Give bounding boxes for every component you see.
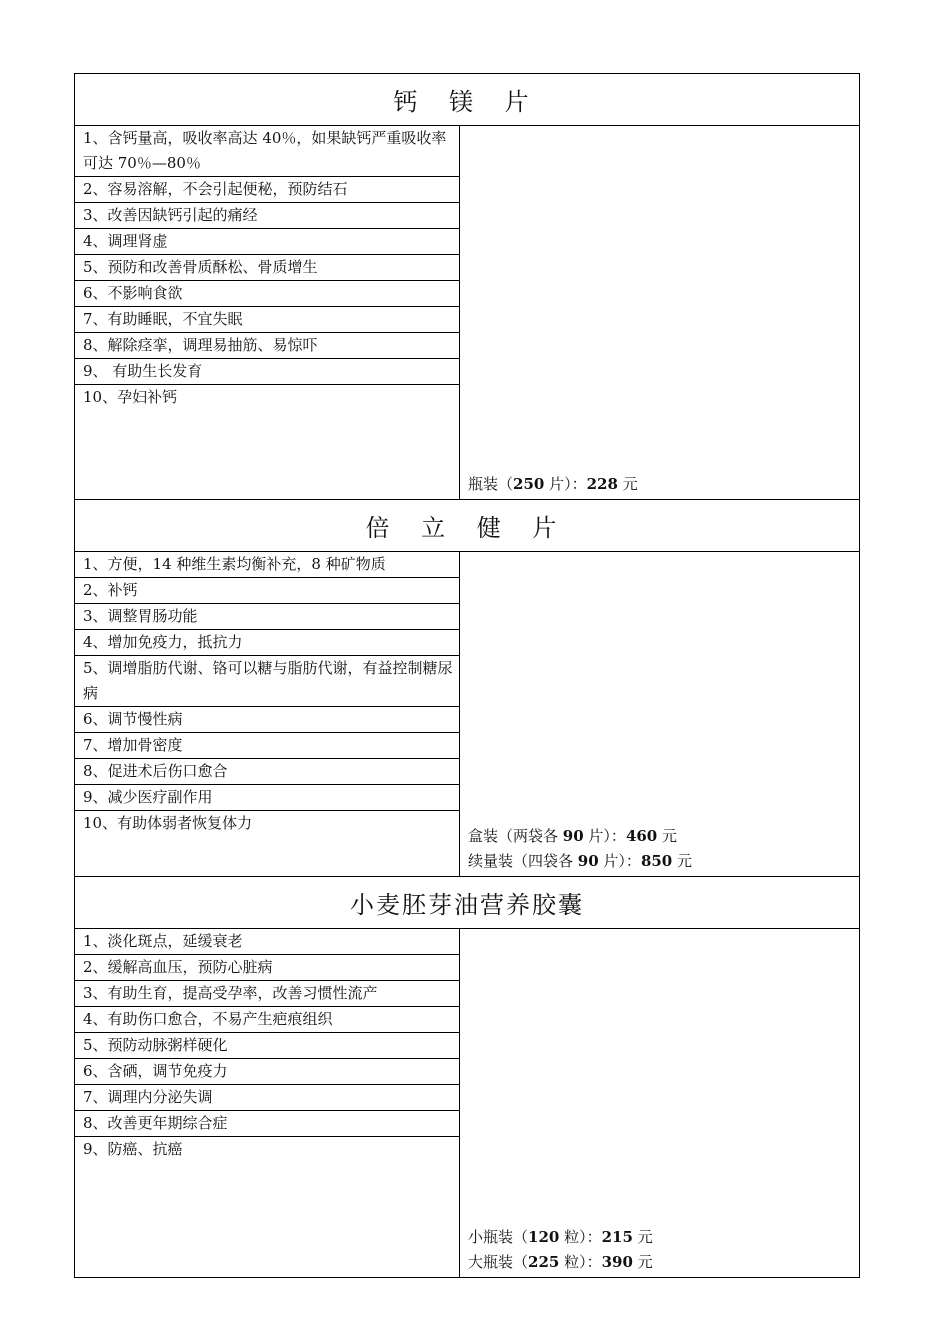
price-line: 瓶装（250 片）：228 元 bbox=[468, 475, 638, 493]
benefit-item: 10、有助体弱者恢复体力 bbox=[83, 814, 253, 832]
benefit-item: 4、调理肾虚 bbox=[75, 229, 459, 255]
benefit-item: 2、容易溶解，不会引起便秘，预防结石 bbox=[75, 177, 459, 203]
product-table bbox=[74, 73, 860, 1278]
benefit-item: 3、调整胃肠功能 bbox=[75, 604, 459, 630]
price-line: 大瓶装（225 粒）：390 元 bbox=[468, 1253, 653, 1271]
section-body bbox=[75, 126, 859, 500]
price-line: 小瓶装（120 粒）：215 元 bbox=[468, 1228, 653, 1246]
benefit-item: 6、含硒，调节免疫力 bbox=[75, 1059, 459, 1085]
benefit-item: 9、减少医疗副作用 bbox=[75, 785, 459, 811]
benefit-item: 5、预防和改善骨质酥松、骨质增生 bbox=[75, 255, 459, 281]
benefit-list bbox=[75, 929, 460, 1277]
price-list bbox=[460, 552, 859, 876]
benefit-item: 7、有助睡眠，不宜失眠 bbox=[75, 307, 459, 333]
benefit-item: 2、缓解高血压，预防心脏病 bbox=[75, 955, 459, 981]
benefit-item: 7、调理内分泌失调 bbox=[75, 1085, 459, 1111]
benefit-item: 8、解除痉挛，调理易抽筋、易惊吓 bbox=[75, 333, 459, 359]
section-title: 钙 镁 片 bbox=[75, 74, 859, 126]
section-title: 倍 立 健 片 bbox=[75, 500, 859, 552]
price-list bbox=[460, 929, 859, 1277]
section-body bbox=[75, 552, 859, 877]
benefit-list bbox=[75, 126, 460, 499]
benefit-item: 2、补钙 bbox=[75, 578, 459, 604]
benefit-item: 9、防癌、抗癌 bbox=[83, 1140, 183, 1158]
benefit-list bbox=[75, 552, 460, 876]
benefit-item: 5、预防动脉粥样硬化 bbox=[75, 1033, 459, 1059]
benefit-item: 3、有助生育，提高受孕率，改善习惯性流产 bbox=[75, 981, 459, 1007]
benefit-item: 3、改善因缺钙引起的痛经 bbox=[75, 203, 459, 229]
benefit-item: 4、增加免疫力，抵抗力 bbox=[75, 630, 459, 656]
benefit-item: 10、孕妇补钙 bbox=[83, 388, 178, 406]
benefit-item: 8、促进术后伤口愈合 bbox=[75, 759, 459, 785]
benefit-item: 1、含钙量高，吸收率高达 40％，如果缺钙严重吸收率可达 70％—80％ bbox=[75, 126, 459, 177]
price-line: 盒装（两袋各 90 片）：460 元 bbox=[468, 827, 678, 845]
benefit-item: 1、方便，14 种维生素均衡补充，8 种矿物质 bbox=[75, 552, 459, 578]
section-title: 小麦胚芽油营养胶囊 bbox=[75, 877, 859, 929]
benefit-item: 6、不影响食欲 bbox=[75, 281, 459, 307]
benefit-item: 8、改善更年期综合症 bbox=[75, 1111, 459, 1137]
price-line: 续量装（四袋各 90 片）：850 元 bbox=[468, 852, 693, 870]
benefit-item: 7、增加骨密度 bbox=[75, 733, 459, 759]
price-list bbox=[460, 126, 859, 499]
benefit-item: 9、 有助生长发育 bbox=[75, 359, 459, 385]
benefit-item: 5、调增脂肪代谢、铬可以糖与脂肪代谢，有益控制糖尿病 bbox=[75, 656, 459, 707]
section-body bbox=[75, 929, 859, 1277]
benefit-item: 1、淡化斑点，延缓衰老 bbox=[75, 929, 459, 955]
benefit-item: 4、有助伤口愈合，不易产生疤痕组织 bbox=[75, 1007, 459, 1033]
benefit-item: 6、调节慢性病 bbox=[75, 707, 459, 733]
